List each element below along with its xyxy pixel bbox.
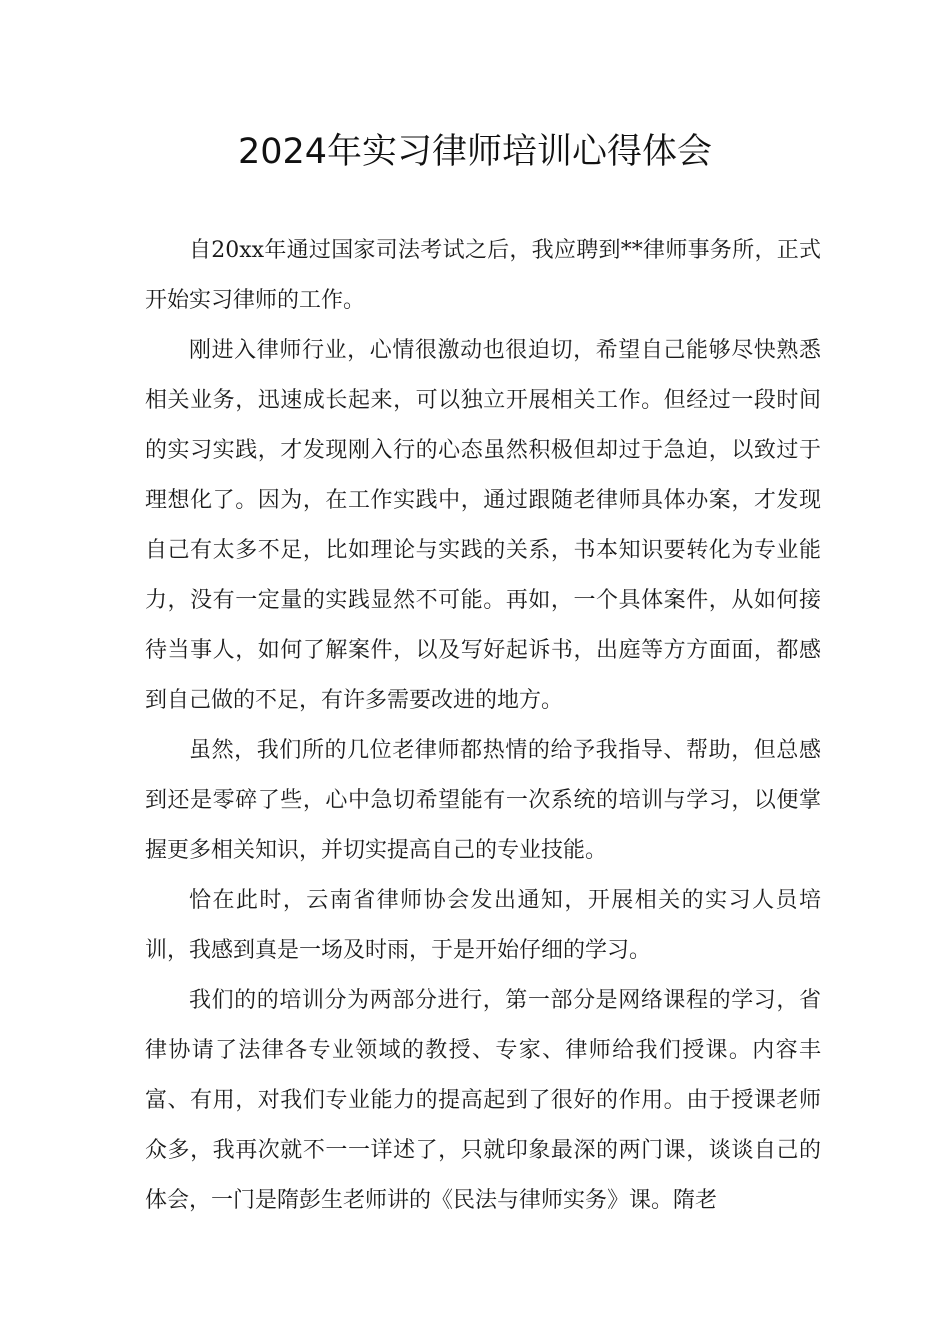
paragraph-1: 自20xx年通过国家司法考试之后，我应聘到**律师事务所，正式开始实习律师的工作。	[145, 238, 821, 313]
paragraph-3: 虽然，我们所的几位老律师都热情的给予我指导、帮助，但总感到还是零碎了些，心中急切希望能有一次系统的培训与学习，以便掌握更多相关知识，并切实提高自己的专业技能。	[145, 738, 821, 863]
paragraph-4: 恰在此时，云南省律师协会发出通知，开展相关的实习人员培训，我感到真是一场及时雨，于是开始仔细的学习。	[145, 888, 821, 963]
document-title: 2024年实习律师培训心得体会	[237, 132, 713, 172]
paragraph-5: 我们的的培训分为两部分进行，第一部分是网络课程的学习，省律协请了法律各专业领域的教授、专家、律师给我们授课。内容丰富、有用，对我们专业能力的提高起到了很好的作用。由于授课老师众多，我再次就不一一详述了，只就印象最深的两门课，谈谈自己的体会，一门是隋彭生老师讲的《民法与律师实务》课。隋老	[145, 988, 821, 1213]
paragraph-2: 刚进入律师行业，心情很激动也很迫切，希望自己能够尽快熟悉相关业务，迅速成长起来，可以独立开展相关工作。但经过一段时间的实习实践，才发现刚入行的心态虽然积极但却过于急迫，以致过于理想化了。因为，在工作实践中，通过跟随老律师具体办案，才发现自己有太多不足，比如理论与实践的关系，书本知识要转化为专业能力，没有一定量的实践显然不可能。再如，一个具体案件，从如何接待当事人，如何了解案件，以及写好起诉书，出庭等方方面面，都感到自己做的不足，有许多需要改进的地方。	[145, 338, 821, 713]
document-body	[145, 226, 821, 1226]
